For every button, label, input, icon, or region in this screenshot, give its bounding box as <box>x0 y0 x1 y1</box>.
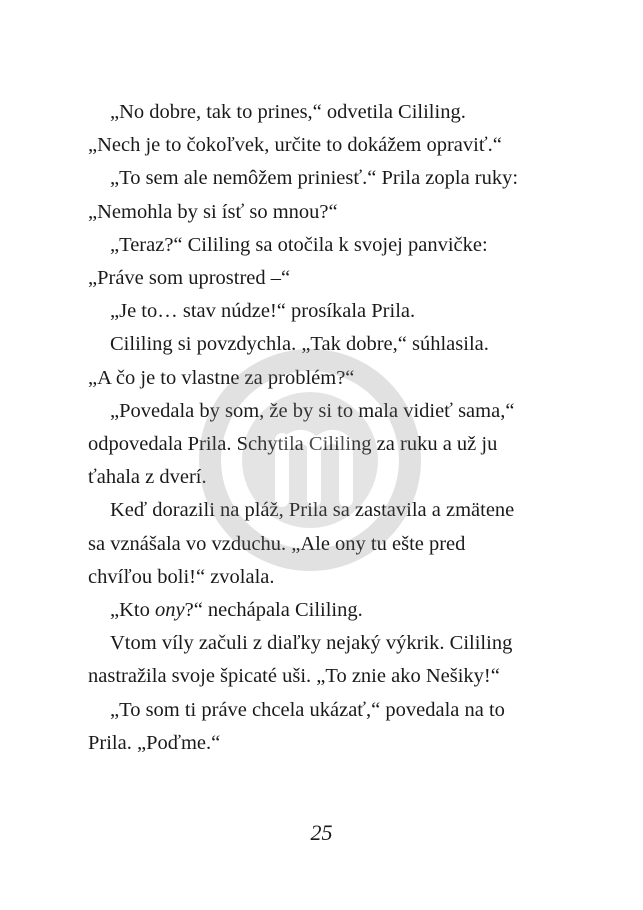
text-line: Vtom víly začuli z diaľky nejaký výkrik. Cililing <box>110 632 513 655</box>
text-line: „Nech je to čokoľvek, určite to dokážem opraviť.“ <box>88 134 502 157</box>
text-line: „Je to… stav núdze!“ prosíkala Prila. <box>110 300 416 323</box>
text-line: nastražila svoje špicaté uši. „To znie ako Nešiky!“ <box>88 665 500 688</box>
text-line: „To sem ale nemôžem priniesť.“ Prila zopla ruky: <box>110 167 519 190</box>
text-line: chvíľou boli!“ zvolala. <box>88 565 275 588</box>
text-line: Prila. „Poďme.“ <box>88 731 221 754</box>
text-line: Keď dorazili na pláž, Prila sa zastavila a zmätene <box>110 499 515 522</box>
text-line: „Teraz?“ Cililing sa otočila k svojej panvičke: <box>110 233 488 256</box>
text-line: „To som ti práve chcela ukázať,“ povedala na to <box>110 698 505 721</box>
text-line <box>88 594 568 627</box>
text-line: „Práve som uprostred –“ <box>88 267 291 290</box>
text-line: „A čo je to vlastne za problém?“ <box>88 366 355 389</box>
body-text <box>88 96 568 760</box>
text-line: sa vznášala vo vzduchu. „Ale ony tu ešte pred <box>88 532 466 555</box>
text-line: Cililing si povzdychla. „Tak dobre,“ súhlasila. <box>110 333 489 356</box>
text-line: „Povedala by som, že by si to mala vidieť sama,“ <box>110 399 515 422</box>
text-line: „Nemohla by si ísť so mnou?“ <box>88 200 338 223</box>
text-line: „No dobre, tak to prines,“ odvetila Cililing. <box>110 101 466 123</box>
text-line: odpovedala Prila. Schytila Cililing za ruku a už ju <box>88 433 498 456</box>
text-fragment: „Kto <box>110 599 155 622</box>
text-line: ťahala z dverí. <box>88 466 207 489</box>
page-number: 25 <box>310 820 333 845</box>
text-fragment: ?“ nechápala Cililing. <box>184 599 363 622</box>
emphasized-word: ony <box>154 599 185 622</box>
